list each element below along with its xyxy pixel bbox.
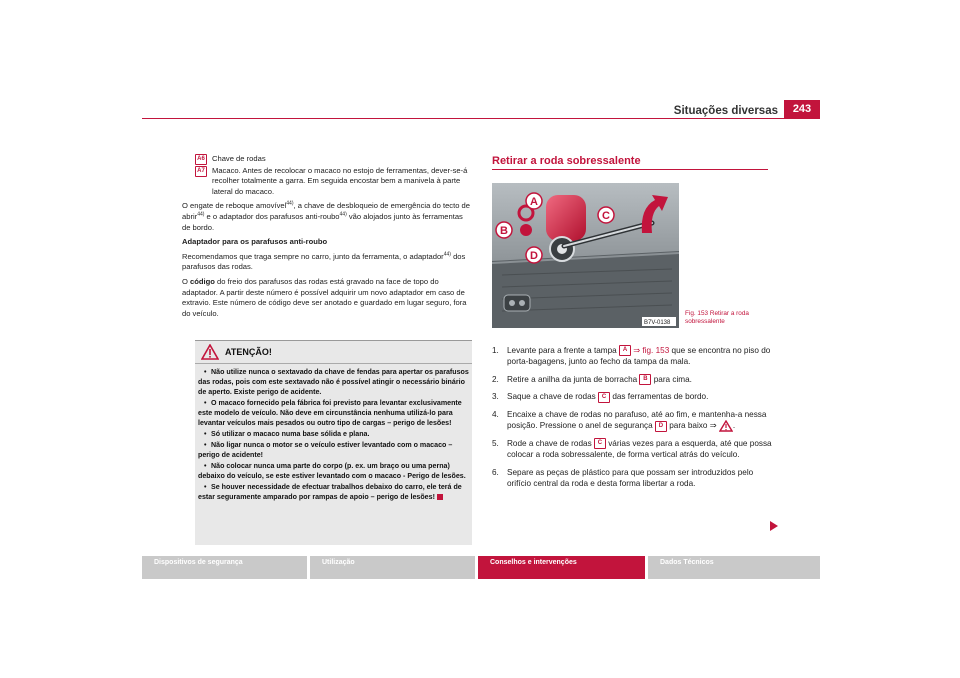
step-text: das ferramentas de bordo. [610, 392, 709, 402]
text: vão alojados junto às ferramentas de bordo. [182, 211, 463, 232]
step-text: para cima. [651, 374, 692, 384]
warning-header [195, 341, 472, 364]
step-text: Levante para a frente a tampa [507, 346, 619, 355]
step-item [492, 409, 772, 432]
text: e o adaptador dos parafusos anti-roubo [204, 211, 340, 221]
legend-text: Chave de rodas [212, 154, 266, 163]
step-text: Saque a chave de rodas [507, 392, 599, 402]
step-text: para baixo ⇒ [666, 421, 719, 431]
step-number: 6. [492, 467, 499, 477]
paragraph-storage [182, 201, 472, 233]
key-badge: A7 [195, 166, 207, 177]
step-text: Rode a chave de rodas [507, 439, 594, 449]
step-text: Separe as peças de plástico para que possam ser introduzidos pelo orifício central da roda e desta forma libertar a roda. [507, 467, 754, 489]
step-item [492, 345, 772, 368]
warning-text: Não ligar nunca o motor se o veículo estiver levantado com o macaco – perigo de acidente! [198, 441, 453, 459]
warning-triangle-icon [719, 420, 736, 432]
warning-triangle-icon [201, 344, 219, 360]
footer-tab-advice[interactable]: Conselhos e intervenções [478, 556, 645, 579]
warning-item: • Não utilize nunca o sextavado da chave de fendas para apertar os parafusos das rodas, pois com este sextavado não é possível atingir o necessário binário de aperto. Existe perigo de acidente. [198, 368, 469, 396]
spare-wheel-illustration [492, 183, 679, 328]
footnote-ref: 44) [443, 251, 451, 258]
warning-item: • O macaco fornecido pela fábrica foi previsto para levantar exclusivamente este modelo de veículo. Não deve em circunstância nenhuma utilizá-lo para levantar veículos mais pesados ou outro tipo de cargas – perigo de lesões! [198, 399, 462, 427]
step-number: 5. [492, 439, 499, 449]
text: dos parafusos das rodas. [182, 251, 466, 272]
section-title: Retirar a roda sobressalente [492, 155, 641, 167]
warning-box [195, 340, 472, 545]
key-badge: D [655, 421, 667, 432]
footnote-ref: 44) [339, 211, 347, 218]
steps-list [492, 345, 772, 496]
figure-reference-link[interactable]: ⇒ fig. 153 [633, 346, 670, 355]
warning-title: ATENÇÃO! [225, 347, 272, 357]
figure-label: A [530, 196, 538, 208]
key-badge: B [639, 374, 651, 385]
step-text: várias vezes para a esquerda, até que possa colocar a roda sobressalente, de forma vertical atrás do veículo. [507, 439, 772, 460]
paragraph-code [182, 277, 472, 319]
text: , a chave de desbloqueio de emergência do tecto de abrir [182, 201, 470, 221]
step-number: 1. [492, 346, 499, 355]
text: O engate de reboque amovível [182, 201, 287, 211]
text: do freio dos parafusos das rodas está gravado na face de topo do adaptador. A partir deste número é possível adquirir um novo adaptador em caso de extravio. Este número de código deve ser anotado e guardado em lugar seguro, fora do veículo. [182, 276, 467, 318]
footnote-ref: 44) [286, 200, 294, 207]
paragraph-adapter [182, 252, 472, 273]
warning-list [195, 364, 472, 502]
step-text: . [732, 421, 736, 431]
figure-spare-wheel [492, 183, 679, 328]
warning-text: Não colocar nunca uma parte do corpo (p. ex. um braço ou uma perna) debaixo do veículo, se este estiver levantado com o macaco - Perigo de lesões. [198, 462, 466, 480]
footnote-ref: 44) [197, 211, 205, 218]
step-text: que se encontra no piso do porta-bagagens, junto ao fecho da tampa da mala. [507, 346, 771, 367]
step-item [492, 391, 772, 402]
left-column [182, 154, 472, 319]
key-badge: C [594, 438, 606, 449]
warning-text: O macaco fornecido pela fábrica foi previsto para levantar exclusivamente este modelo de veículo. Não deve em circunstância nenhuma utilizá-lo para levantar veículos mais pesados ou outro tipo de cargas – perigo de lesões! [198, 399, 462, 427]
step-item [492, 374, 772, 385]
step-item [492, 438, 772, 461]
figure-label: B [500, 225, 508, 237]
legend-text: Macaco. Antes de recolocar o macaco no estojo de ferramentas, dever-se-á recolher totalmente a garra. Em seguida encostar bem a manivela à parte lateral do macaco. [212, 165, 468, 196]
step-text: Encaixe a chave de rodas no parafuso, até ao fim, e mantenha-a nessa posição. Pressione o anel de segurança [507, 409, 767, 431]
key-badge: C [598, 392, 610, 403]
warning-text: Se houver necessidade de efectuar trabalhos debaixo do carro, ele terá de estar seguramente amparado por rampas de apoio – perigo de lesões! [198, 483, 462, 501]
footer-tab-usage[interactable]: Utilização [310, 556, 475, 579]
figure-caption: Fig. 153 Retirar a roda sobressalente [685, 310, 749, 325]
warning-text: Não utilize nunca o sextavado da chave de fendas para apertar os parafusos das rodas, pois com este sextavado não é possível atingir o necessário binário de aperto. Existe perigo de acidente. [198, 368, 469, 396]
warning-text: Só utilizar o macaco numa base sólida e plana. [211, 430, 370, 438]
step-number: 4. [492, 409, 499, 419]
text: O [182, 276, 191, 286]
text: Recomendamos que traga sempre no carro, junto da ferramenta, o adaptador [182, 251, 444, 261]
section-rule [492, 169, 768, 170]
figure-code: B7V-0138 [644, 320, 671, 326]
footer-tab-technical-data[interactable]: Dados Técnicos [648, 556, 820, 579]
header-rule [142, 118, 820, 119]
warning-item: • Só utilizar o macaco numa base sólida e plana. [204, 430, 370, 438]
key-badge: A6 [195, 154, 207, 165]
key-badge: A [619, 345, 631, 356]
footer-tab-safety[interactable]: Dispositivos de segurança [142, 556, 307, 579]
legend-item [195, 166, 472, 198]
step-item [492, 467, 772, 490]
section-end-icon [437, 494, 443, 500]
warning-item: • Não colocar nunca uma parte do corpo (p. ex. um braço ou uma perna) debaixo do veículo, se este estiver levantado com o macaco - Perigo de lesões. [198, 462, 466, 480]
warning-item: • Não ligar nunca o motor se o veículo estiver levantado com o macaco – perigo de acidente! [198, 441, 453, 459]
bold-term: código [190, 276, 215, 286]
step-text: Retire a anilha da junta de borracha [507, 374, 640, 384]
step-number: 3. [492, 392, 499, 402]
running-header-title: Situações diversas [673, 105, 778, 117]
subheading: Adaptador para os parafusos anti-roubo [182, 237, 328, 247]
warning-item: • Se houver necessidade de efectuar trabalhos debaixo do carro, ele terá de estar seguramente amparado por rampas de apoio – perigo de lesões! [198, 483, 462, 501]
figure-label: D [530, 250, 538, 262]
legend-item [195, 154, 472, 165]
continue-arrow-icon [769, 520, 779, 532]
figure-label: C [602, 210, 610, 222]
page-number: 243 [784, 100, 820, 118]
step-number: 2. [492, 374, 499, 384]
